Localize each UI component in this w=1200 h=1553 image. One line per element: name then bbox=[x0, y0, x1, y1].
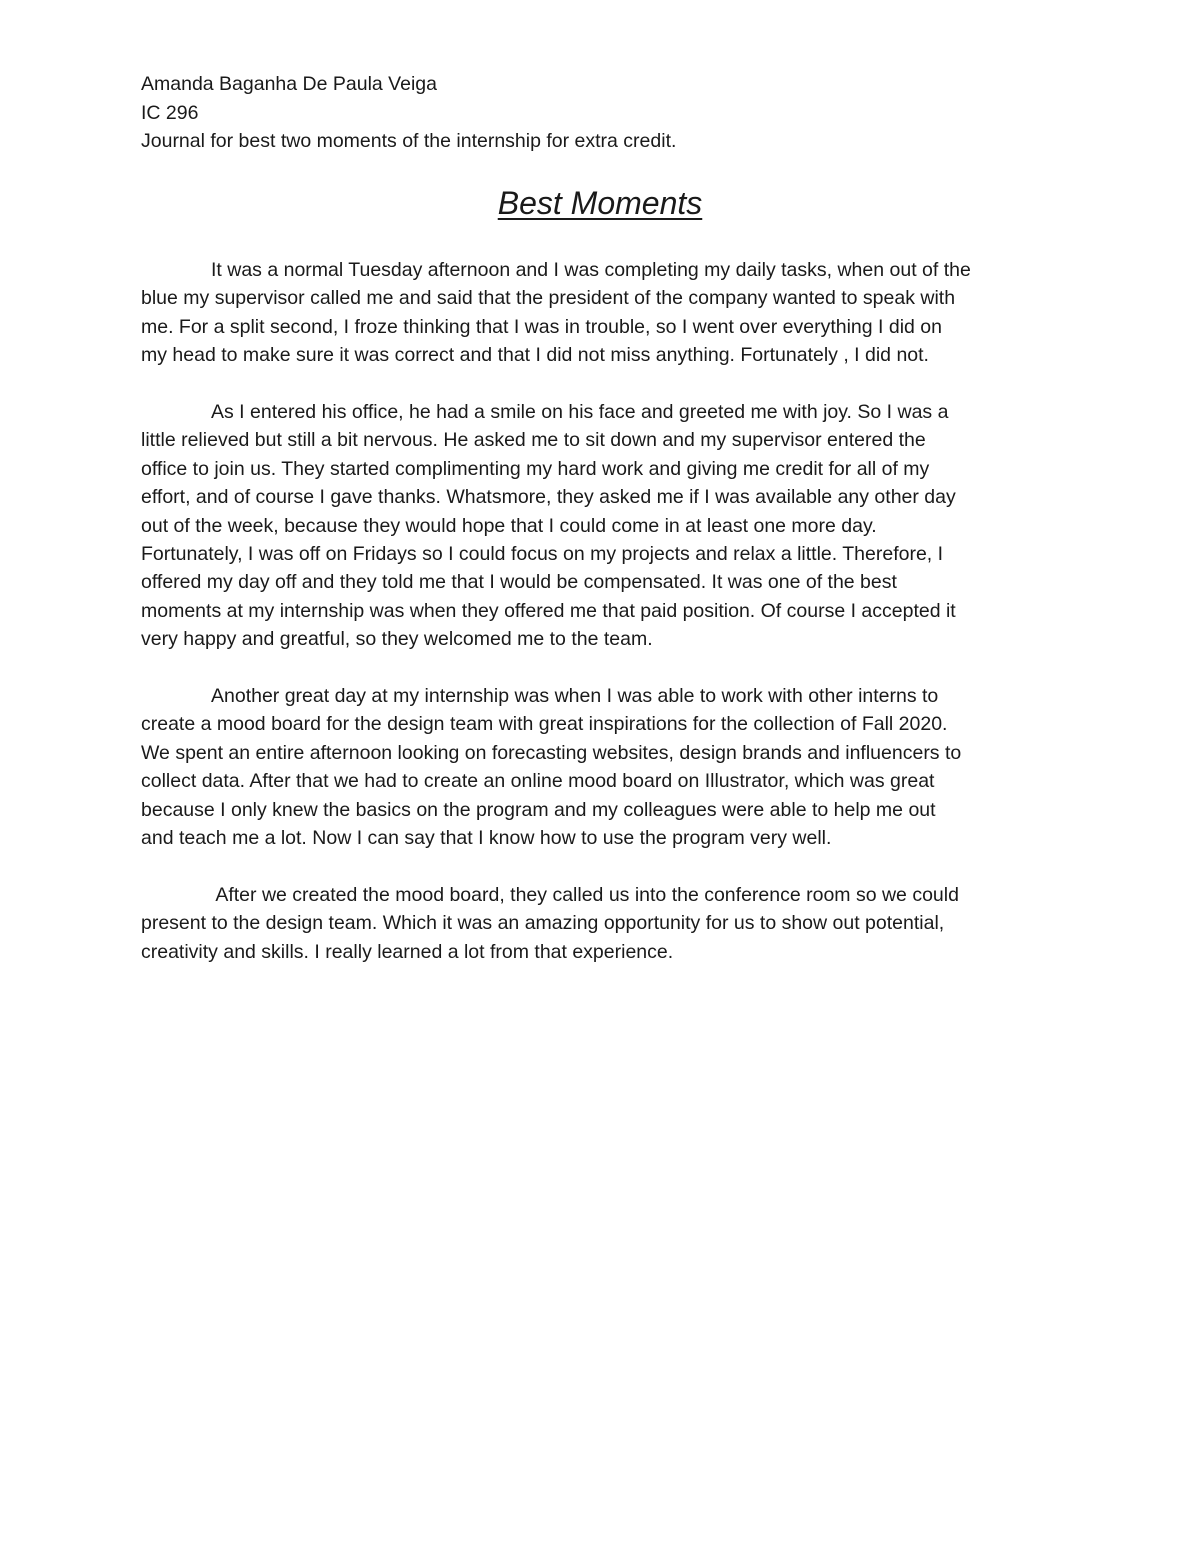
paragraph-4 bbox=[141, 881, 1053, 966]
paragraph-line: Another great day at my internship was when I was able to work with other interns to bbox=[211, 685, 939, 708]
paragraph-line: and teach me a lot. Now I can say that I know how to use the program very well. bbox=[141, 827, 832, 850]
document-header bbox=[141, 70, 1061, 156]
course-code: IC 296 bbox=[141, 101, 199, 124]
paragraph-line: creativity and skills. I really learned a lot from that experience. bbox=[141, 940, 674, 963]
document-body bbox=[141, 256, 1053, 995]
paragraph-2 bbox=[141, 398, 1053, 654]
paragraph-line: present to the design team. Which it was an amazing opportunity for us to show out potential, bbox=[141, 912, 945, 935]
paragraph-line: create a mood board for the design team with great inspirations for the collection of Fall 2020. bbox=[141, 713, 948, 736]
paragraph-line: collect data. After that we had to create an online mood board on Illustrator, which was great bbox=[141, 770, 935, 793]
document-title: Best Moments bbox=[497, 185, 703, 221]
paragraph-line: As I entered his office, he had a smile on his face and greeted me with joy. So I was a bbox=[211, 401, 949, 424]
paragraph-line: out of the week, because they would hope that I could come in at least one more day. bbox=[141, 514, 877, 537]
paragraph-line: It was a normal Tuesday afternoon and I was completing my daily tasks, when out of the bbox=[211, 259, 971, 281]
assignment-description: Journal for best two moments of the internship for extra credit. bbox=[141, 130, 677, 152]
paragraph-line: my head to make sure it was correct and that I did not miss anything. Fortunately , I did not. bbox=[141, 344, 929, 367]
paragraph-line: offered my day off and they told me that I would be compensated. It was one of the best bbox=[141, 571, 897, 594]
paragraph-line: effort, and of course I gave thanks. Whatsmore, they asked me if I was available any other day bbox=[141, 486, 956, 509]
paragraph-1 bbox=[141, 256, 1053, 370]
paragraph-line: Fortunately, I was off on Fridays so I could focus on my projects and relax a little. Therefore, I bbox=[141, 543, 944, 566]
paragraph-line: little relieved but still a bit nervous. He asked me to sit down and my supervisor entered the bbox=[141, 429, 926, 452]
paragraph-line: me. For a split second, I froze thinking that I was in trouble, so I went over everything I did on bbox=[141, 315, 942, 338]
author-name: Amanda Baganha De Paula Veiga bbox=[141, 73, 437, 95]
paragraph-line: We spent an entire afternoon looking on forecasting websites, design brands and influencers to bbox=[141, 741, 962, 764]
paragraph-line: blue my supervisor called me and said that the president of the company wanted to speak with bbox=[141, 287, 956, 310]
paragraph-line: office to join us. They started complimenting my hard work and giving me credit for all of my bbox=[141, 457, 930, 480]
paragraph-line: because I only knew the basics on the program and my colleagues were able to help me out bbox=[141, 798, 936, 821]
paragraph-line: very happy and greatful, so they welcomed me to the team. bbox=[141, 628, 653, 651]
paragraph-line: After we created the mood board, they called us into the conference room so we could bbox=[211, 883, 959, 906]
paragraph-3 bbox=[141, 682, 1053, 852]
paragraph-line: moments at my internship was when they offered me that paid position. Of course I accepted it bbox=[141, 599, 956, 622]
